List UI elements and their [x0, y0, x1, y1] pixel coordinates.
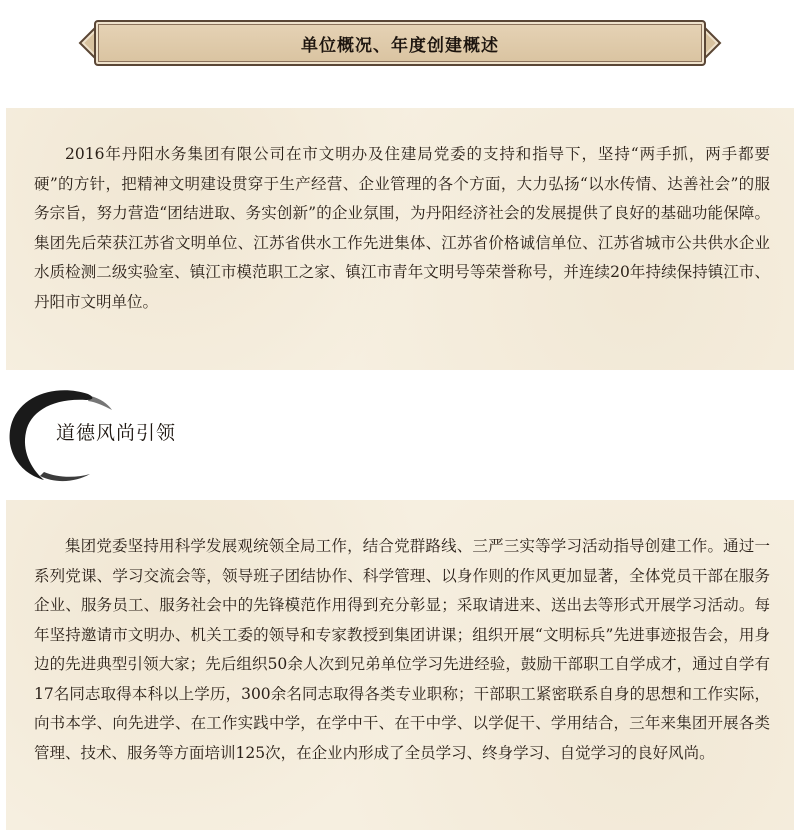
ethics-paragraph: 集团党委坚持用科学发展观统领全局工作，结合党群路线、三严三实等学习活动指导创建工作。通过一系列党课、学习交流会等，领导班子团结协作、科学管理、以身作则的作风更加显著，全体党员干部在服务企业、服务员工、服务社会中的先锋模范作用得到充分彰显；采取请进来、送出去等形式开展学习活动。每年坚持邀请市文明办、机关工委的领导和专家教授到集团讲课；组织开展“文明标兵”先进事迹报告会，用身边的先进典型引领大家；先后组织50余人次到兄弟单位学习先进经验，鼓励干部职工自学成才，通过自学有17名同志取得本科以上学历，300余名同志取得各类专业职称；干部职工紧密联系自身的思想和工作实际，向书本学、向先进学、在工作实践中学，在学中干、在干中学、以学促干、学用结合，三年来集团开展各类管理、技术、服务等方面培训125次，在企业内形成了全员学习、终身学习、自觉学习的良好风尚。 [34, 537, 770, 762]
section-heading [0, 380, 400, 490]
overview-paragraph: 2016年丹阳水务集团有限公司在市文明办及住建局党委的支持和指导下，坚持“两手抓，两手都要硬”的方针，把精神文明建设贯穿于生产经营、企业管理的各个方面，大力弘扬“以水传情、达善社会”的服务宗旨，努力营造“团结进取、务实创新”的企业氛围，为丹阳经济社会的发展提供了良好的基础功能保障。集团先后荣获江苏省文明单位、江苏省供水工作先进集体、江苏省价格诚信单位、江苏省城市公共供水企业水质检测二级实验室、镇江市模范职工之家、镇江市青年文明号等荣誉称号，并连续20年持续保持镇江市、丹阳市文明单位。 [34, 145, 770, 311]
banner-title: 单位概况、年度创建概述 [301, 35, 499, 56]
overview-panel [6, 108, 794, 370]
ethics-panel [6, 500, 794, 830]
section-title: 道德风尚引领 [56, 422, 177, 444]
title-banner [84, 14, 716, 72]
